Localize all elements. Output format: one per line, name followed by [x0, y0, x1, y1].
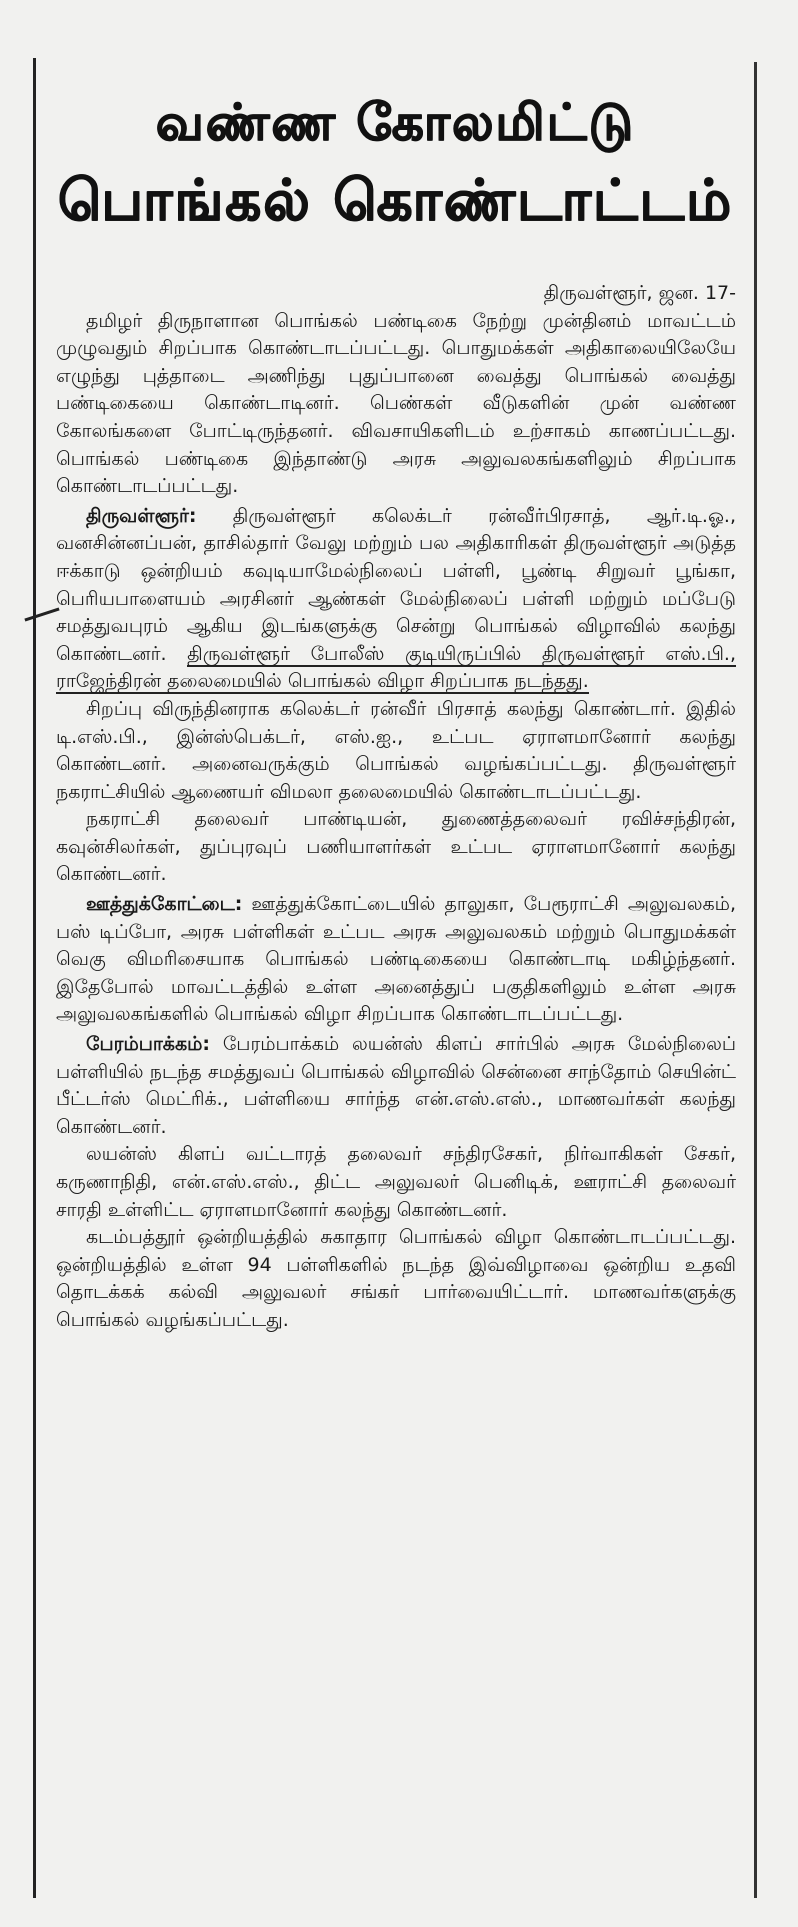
headline: [40, 86, 750, 244]
right-column-rule: [754, 62, 757, 1898]
paragraph-1-text: தமிழர் திருநாளான பொங்கல் பண்டிகை நேற்று முன்தினம் மாவட்டம் முழுவதும் சிறப்பாக கொண்டாடப்பட்டது. பொதுமக்கள் அதிகாலையிலேயே எழுந்து புத்தாடை அணிந்து புதுப்பானை வைத்து பொங்கல் வைத்து பண்டிகையை கொண்டாடினர். பெண்கள் வீடுகளின் முன் வண்ண கோலங்களை போட்டிருந்தனர். விவசாயிகளிடம் உற்சாகம் காணப்பட்டது. பொங்கல் பண்டிகை இந்தாண்டு அரசு அலுவலகங்களிலும் சிறப்பாக கொண்டாடப்பட்டது.: [56, 309, 736, 498]
paragraph-6-lead: பேரம்பாக்கம்:: [86, 1033, 210, 1056]
paragraph-1: [56, 308, 736, 501]
headline-line-1: வண்ண கோலமிட்டு: [155, 93, 635, 151]
paragraph-7-text: லயன்ஸ் கிளப் வட்டாரத் தலைவர் சந்திரசேகர், நிர்வாகிகள் சேகர், கருணாநிதி, என்.எஸ்.எஸ்., திட்ட அலுவலர் பெனிடிக், ஊராட்சி தலைவர் சாரதி உள்ளிட்ட ஏராளமானோர் கலந்து கொண்டனர்.: [56, 1143, 736, 1221]
paragraph-5: [56, 891, 736, 1029]
paragraph-3: [56, 696, 736, 806]
left-column-rule: [33, 58, 36, 1898]
dateline: திருவள்ளூர், ஜன. 17-: [543, 282, 736, 304]
headline-line-2: பொங்கல் கொண்டாட்டம்: [57, 168, 733, 233]
paragraph-4-text: நகராட்சி தலைவர் பாண்டியன், துணைத்தலைவர் ரவிச்சந்திரன், கவுன்சிலர்கள், துப்புரவுப் பணியாளர்கள் உட்பட ஏராளமானோர் கலந்து கொண்டனர்.: [56, 808, 736, 886]
paragraph-7: [56, 1141, 736, 1224]
paragraph-2: [56, 503, 736, 696]
paragraph-2-lead: திருவள்ளூர்:: [86, 504, 197, 527]
paragraph-6: [56, 1031, 736, 1141]
paragraph-5-lead: ஊத்துக்கோட்டை:: [86, 893, 243, 916]
paragraph-8: [56, 1224, 736, 1334]
paragraph-8-text: கடம்பத்தூர் ஒன்றியத்தில் சுகாதார பொங்கல் விழா கொண்டாடப்பட்டது. ஒன்றியத்தில் உள்ள 94 பள்ளிகளில் நடந்த இவ்விழாவை ஒன்றிய உதவி தொடக்கக் கல்வி அலுவலர் சங்கர் பார்வையிட்டார். மாணவர்களுக்கு பொங்கல் வழங்கப்பட்டது.: [56, 1226, 736, 1331]
paragraph-2-underlined: திருவள்ளூர் போலீஸ் குடியிருப்பில் திருவள்ளூர் எஸ்.பி., ராஜேந்திரன் தலைமையில் பொங்கல் விழா சிறப்பாக நடந்தது.: [56, 642, 736, 693]
paragraph-3-text: சிறப்பு விருந்தினராக கலெக்டர் ரன்வீர் பிரசாத் கலந்து கொண்டார். இதில் டி.எஸ்.பி., இன்ஸ்பெக்டர், எஸ்.ஐ., உட்பட ஏராளமானோர் கலந்து கொண்டனர். அனைவருக்கும் பொங்கல் வழங்கப்பட்டது. திருவள்ளூர் நகராட்சியில் ஆணையர் விமலா தலைமையில் கொண்டாடப்பட்டது.: [56, 697, 736, 803]
paragraph-2-text: திருவள்ளூர் கலெக்டர் ரன்வீர்பிரசாத், ஆர்.டி.ஓ., வனசின்னப்பன், தாசில்தார் வேலு மற்றும் பல அதிகாரிகள் திருவள்ளூர் அடுத்த ஈக்காடு ஒன்றியம் கவுடியாமேல்நிலைப் பள்ளி, பூண்டி சிறுவர் பூங்கா, பெரியபாளையம் அரசினர் ஆண்கள் மேல்நிலைப் பள்ளி மற்றும் மப்பேடு சமத்துவபுரம் ஆகிய இடங்களுக்கு சென்று பொங்கல் விழாவில் கலந்து கொண்டனர்.: [56, 504, 736, 665]
article-body: [56, 280, 736, 1335]
paragraph-5-text: ஊத்துக்கோட்டையில் தாலுகா, பேரூராட்சி அலுவலகம், பஸ் டிப்போ, அரசு பள்ளிகள் உட்பட அரசு அலுவலகம் மற்றும் பொதுமக்கள் வெகு விமரிசையாக பொங்கல் பண்டிகையை கொண்டாடி மகிழ்ந்தனர். இதேபோல் மாவட்டத்தில் உள்ள அனைத்துப் பகுதிகளிலும் உள்ள அரசு அலுவலகங்களில் பொங்கல் விழா சிறப்பாக கொண்டாடப்பட்டது.: [56, 893, 736, 1026]
paragraph-6-text: பேரம்பாக்கம் லயன்ஸ் கிளப் சார்பில் அரசு மேல்நிலைப் பள்ளியில் நடந்த சமத்துவப் பொங்கல் விழாவில் சென்னை சாந்தோம் செயின்ட் பீட்டர்ஸ் மெட்ரிக்., பள்ளியை சார்ந்த என்.எஸ்.எஸ்., மாணவர்கள் கலந்து கொண்டனர்.: [56, 1033, 736, 1138]
paragraph-4: [56, 806, 736, 889]
